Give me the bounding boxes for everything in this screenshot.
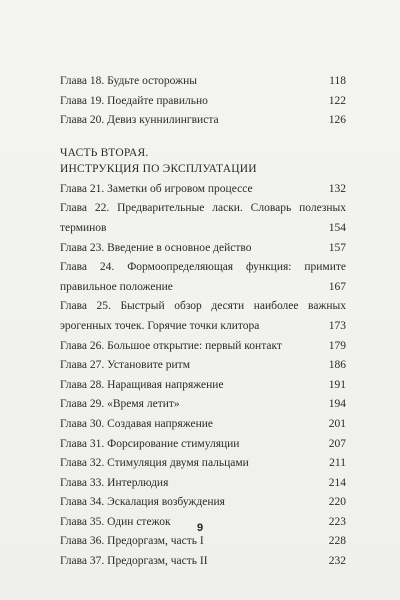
toc-entry: [60, 395, 346, 415]
toc-entry: [60, 92, 346, 112]
toc-entry-page: 201: [328, 417, 346, 430]
table-of-contents: [60, 72, 346, 572]
toc-entry-page: 122: [328, 94, 346, 107]
toc-entry-title-continued: эрогенных точек. Горячие точки клитора: [60, 319, 260, 332]
toc-entry-title: Глава 31. Форсирование стимуляции: [60, 437, 240, 450]
part-heading-line-2: ИНСТРУКЦИЯ ПО ЭКСПЛУАТАЦИИ: [60, 162, 257, 175]
toc-entry: [60, 376, 346, 396]
toc-entry-title: Глава 22. Предварительные ласки. Словарь полезных: [60, 202, 346, 215]
section-gap: [60, 131, 346, 145]
toc-entry: [60, 199, 346, 238]
toc-entry: [60, 435, 346, 455]
toc-entry-page: 228: [328, 535, 346, 548]
toc-entry-page: 179: [328, 339, 346, 352]
toc-entry-title: Глава 26. Большое открытие: первый контакт: [60, 339, 282, 352]
toc-entry: [60, 454, 346, 474]
toc-entry: [60, 111, 346, 131]
toc-entry: [60, 356, 346, 376]
toc-entry-title: Глава 37. Предоргазм, часть II: [60, 555, 208, 568]
toc-entry-page: 211: [329, 457, 346, 470]
toc-entry: [60, 337, 346, 357]
toc-entry-title: Глава 24. Формоопределяющая функция: примите: [60, 261, 346, 274]
toc-entry-page: 214: [328, 476, 346, 489]
toc-entry-title-continued: правильное положение: [60, 280, 173, 293]
toc-entry-title: Глава 21. Заметки об игровом процессе: [60, 182, 253, 195]
toc-entry-title: Глава 29. «Время летит»: [60, 398, 180, 411]
toc-entry: [60, 552, 346, 572]
toc-entry-page: 191: [328, 378, 346, 391]
toc-entry-page: 173: [328, 319, 346, 332]
toc-entry-page: 232: [328, 555, 346, 568]
page-number: 9: [196, 522, 204, 534]
toc-entry-page: 157: [328, 241, 346, 254]
toc-entry-title: Глава 36. Предоргазм, часть I: [60, 535, 204, 548]
toc-entry-title: Глава 32. Стимуляция двумя пальцами: [60, 457, 249, 470]
toc-entry-page: 167: [328, 280, 346, 293]
toc-entry: [60, 180, 346, 200]
toc-entry-page: 194: [328, 398, 346, 411]
toc-entry-title: Глава 20. Девиз куннилингвиста: [60, 114, 219, 127]
toc-entry: [60, 258, 346, 297]
toc-entry-title: Глава 25. Быстрый обзор десяти наиболее важных: [60, 300, 346, 313]
toc-entry: [60, 72, 346, 92]
toc-entry-title: Глава 30. Создавая напряжение: [60, 417, 214, 430]
toc-entry-page: 186: [328, 359, 346, 372]
toc-entry-title: Глава 18. Будьте осторожны: [60, 75, 197, 87]
toc-entry: [60, 415, 346, 435]
toc-entry-title-continued: терминов: [60, 221, 107, 234]
toc-entry-title: Глава 35. Один стежок: [60, 515, 171, 528]
toc-entry-page: 220: [328, 496, 346, 509]
part-heading-line-1: ЧАСТЬ ВТОРАЯ.: [60, 146, 149, 159]
toc-entry-title: Глава 34. Эскалация возбуждения: [60, 496, 225, 509]
toc-entry: [60, 297, 346, 336]
toc-entry-title: Глава 33. Интерлюдия: [60, 476, 169, 489]
toc-entry: [60, 474, 346, 494]
toc-entry-page: 118: [329, 75, 346, 87]
toc-entry-title: Глава 28. Наращивая напряжение: [60, 378, 224, 391]
toc-entry-page: 132: [328, 182, 346, 195]
toc-entry-page: 207: [328, 437, 346, 450]
toc-entry-page: 223: [328, 515, 346, 528]
toc-entry-title: Глава 27. Установите ритм: [60, 359, 190, 372]
toc-entry-page: 154: [328, 221, 346, 234]
toc-entry: [60, 532, 346, 552]
toc-entry-page: 126: [328, 114, 346, 127]
toc-entry-title: Глава 19. Поедайте правильно: [60, 94, 208, 107]
toc-entry-title: Глава 23. Введение в основное действо: [60, 241, 252, 254]
toc-entry: [60, 493, 346, 513]
toc-entry: [60, 239, 346, 259]
